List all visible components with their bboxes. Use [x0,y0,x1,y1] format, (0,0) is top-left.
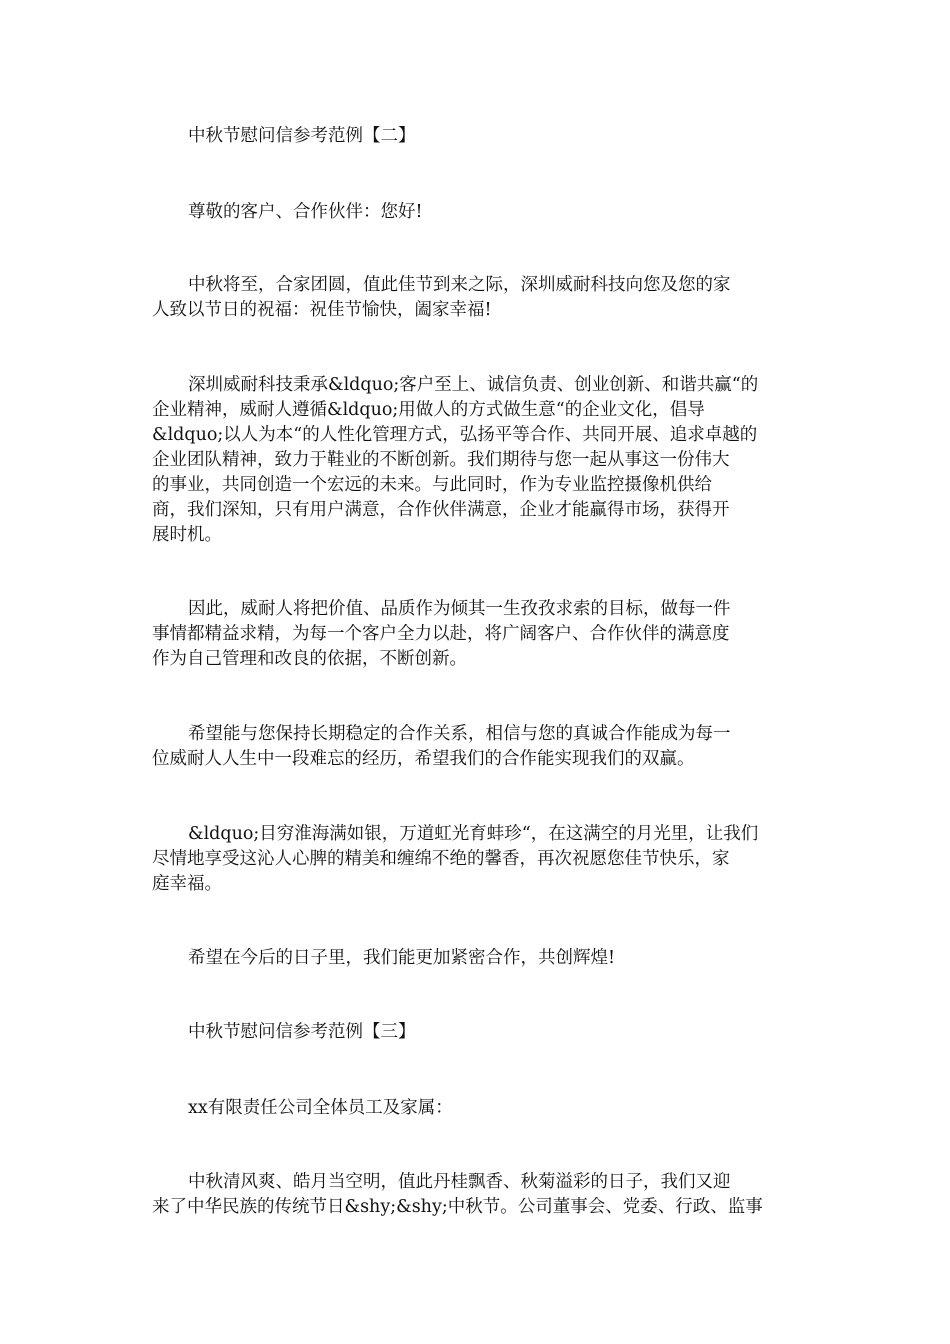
paragraph-cooperation: 希望能与您保持长期稳定的合作关系，相信与您的真诚合作能成为每一 位威耐人人生中一段难忘的经历，希望我们的合作能实现我们的双赢。 [152,724,731,769]
paragraph-closing: 希望在今后的日子里，我们能更加紧密合作，共创辉煌! [188,948,616,968]
heading-example-3: 中秋节慰问信参考范例【三】 [188,1022,416,1042]
salutation-customers: 尊敬的客户、合作伙伴：您好! [188,202,423,222]
heading-example-2: 中秋节慰问信参考范例【二】 [188,126,416,146]
paragraph-company-spirit: 深圳威耐科技秉承&ldquo;客户至上、诚信负责、创业创新、和谐共赢“的 企业精神，威耐人遵循&ldquo;用做人的方式做生意“的企业文化，倡导 &ldquo;以人为本“的人性化管理方式，弘扬平等合作、共同开展、追求卓越的 企业团队精神，致力于鞋业的不断创新。我们期待与您一起从事这一份伟大 的事业，共同创造一个宏远的未来。与此同时，作为专业监控摄像机供给 商，我们深知，只有用户满意，合作伙伴满意，企业才能赢得市场，获得开 展时机。 [152,375,759,545]
salutation-employees: xx有限责任公司全体员工及家属： [188,1098,453,1118]
paragraph-moonlight: &ldquo;目穷淮海满如银，万道虹光育蚌珍“，在这满空的月光里，让我们 尽情地享受这沁人心脾的精美和缠绵不绝的馨香，再次祝愿您佳节快乐，家 庭幸福。 [152,824,759,894]
paragraph-greeting: 中秋将至，合家团圆，值此佳节到来之际，深圳威耐科技向您及您的家 人致以节日的祝福：祝佳节愉快，阖家幸福! [152,275,731,320]
paragraph-mid-autumn: 中秋清风爽、皓月当空明，值此丹桂飘香、秋菊溢彩的日子，我们又迎 来了中华民族的传统节日&shy;&shy;中秋节。公司董事会、党委、行政、监事 [152,1172,763,1217]
paragraph-quality: 因此，威耐人将把价值、品质作为倾其一生孜孜求索的目标，做每一件 事情都精益求精，为每一个客户全力以赴，将广阔客户、合作伙伴的满意度 作为自己管理和改良的依据，不断创新。 [152,599,731,669]
